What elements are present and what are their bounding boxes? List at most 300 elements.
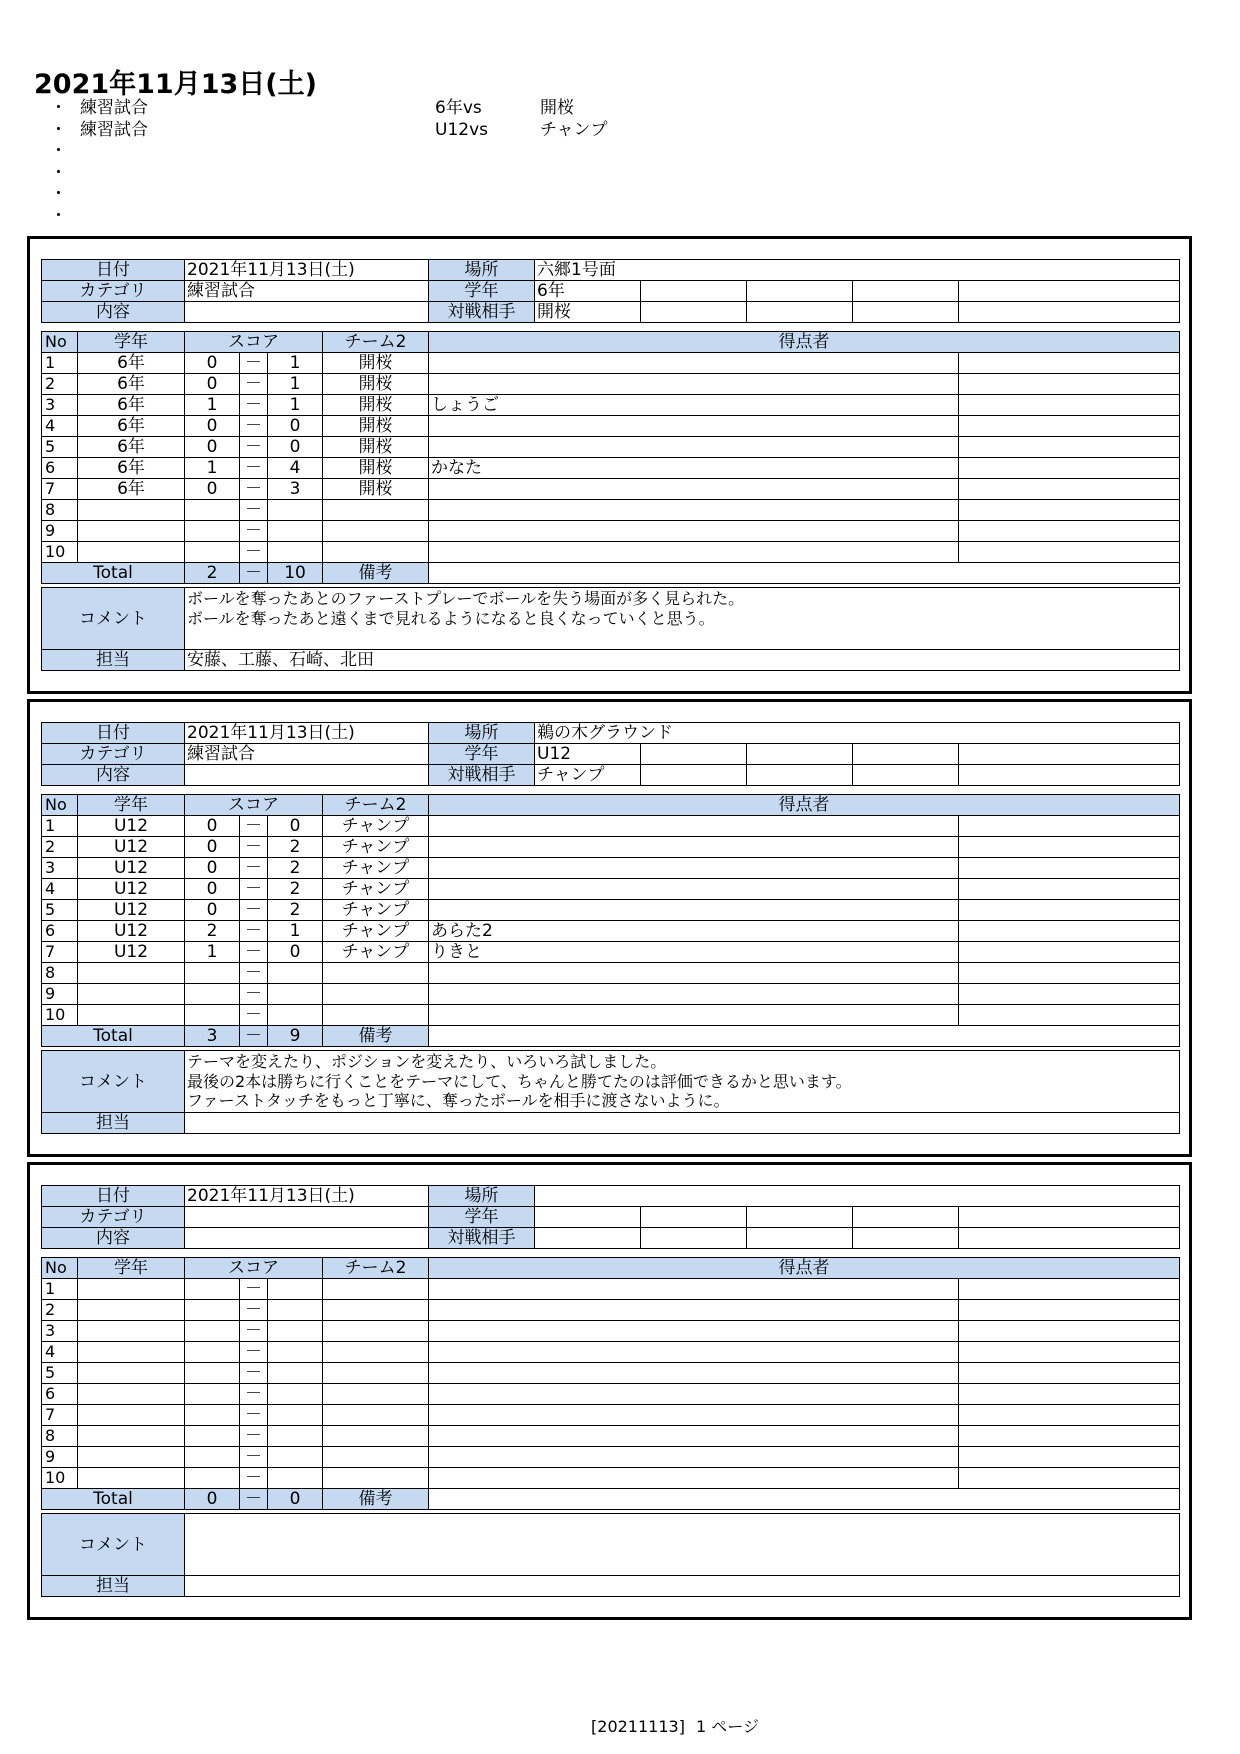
row-team2: チャンプ [323,858,429,879]
row-grade [78,1279,185,1300]
row-team2 [323,500,429,521]
table-row [42,921,1180,942]
row-scorer: しょうご [429,395,959,416]
row-grade: 6年 [78,437,185,458]
row-score-home [185,1342,240,1363]
row-grade: U12 [78,879,185,900]
staff-value [185,1576,1180,1597]
table-row [42,500,1180,521]
table-row [42,1363,1180,1384]
row-score-away [268,1426,323,1447]
table-row [42,1468,1180,1489]
table-row [42,963,1180,984]
row-grade: U12 [78,837,185,858]
row-score-away: 0 [268,437,323,458]
team2-header: チーム2 [323,332,429,353]
table-row [42,479,1180,500]
row-score-away: 1 [268,353,323,374]
row-score-dash: － [240,542,268,563]
row-score-home [185,1447,240,1468]
row-score-dash: － [240,374,268,395]
match-info-table [41,722,1180,786]
row-team2: 開桜 [323,395,429,416]
opponent-value: チャンプ [535,765,641,786]
remarks-label: 備考 [323,1489,429,1510]
table-row [42,900,1180,921]
table-row [42,816,1180,837]
team2-header: チーム2 [323,1258,429,1279]
row-no: 1 [42,1279,78,1300]
row-grade [78,1384,185,1405]
comment-label: コメント [42,1514,185,1576]
total-home: 2 [185,563,240,584]
comment-line: ファーストタッチをもっと丁寧に、奪ったボールを相手に渡さないように。 [187,1091,730,1110]
scorers-header: 得点者 [429,795,1180,816]
staff-value: 安藤、工藤、石崎、北田 [185,650,1180,671]
row-score-dash: － [240,395,268,416]
grade-label: 学年 [429,281,535,302]
row-score-dash: － [240,921,268,942]
row-score-home [185,963,240,984]
summary-line: ・ [50,205,67,226]
row-grade: U12 [78,900,185,921]
row-no: 10 [42,1468,78,1489]
row-score-home [185,1321,240,1342]
row-team2 [323,963,429,984]
place-value [535,1186,1180,1207]
staff-value [185,1113,1180,1134]
row-score-away: 2 [268,837,323,858]
table-row [42,1342,1180,1363]
comment-text [185,588,1180,650]
row-no: 4 [42,416,78,437]
row-team2 [323,984,429,1005]
opponent-value [535,1228,641,1249]
row-scorer [429,1468,959,1489]
row-score-home: 1 [185,395,240,416]
row-scorer [429,1342,959,1363]
row-score-dash: － [240,1384,268,1405]
results-table [41,1257,1180,1510]
row-score-home [185,1005,240,1026]
row-grade: 6年 [78,479,185,500]
row-no: 2 [42,837,78,858]
row-score-dash: － [240,1363,268,1384]
row-score-home: 1 [185,942,240,963]
table-row [42,858,1180,879]
comment-text [185,1514,1180,1576]
staff-label: 担当 [42,1576,185,1597]
summary-line: ・ 練習試合 6年vs 開桜 [50,98,574,118]
table-row [42,1426,1180,1447]
date-value: 2021年11月13日(土) [185,1186,429,1207]
row-score-home [185,1468,240,1489]
row-score-away: 1 [268,374,323,395]
row-scorer [429,416,959,437]
comment-table [41,587,1180,671]
row-team2: チャンプ [323,900,429,921]
row-scorer [429,1321,959,1342]
comment-line: テーマを変えたり、ポジションを変えたり、いろいろ試しました。 [187,1052,667,1071]
comment-line: 最後の2本は勝ちに行くことをテーマにして、ちゃんと勝てたのは評価できるかと思います。 [187,1071,852,1091]
grade-value: 6年 [535,281,641,302]
row-scorer [429,900,959,921]
row-score-home: 0 [185,437,240,458]
row-scorer: あらた2 [429,921,959,942]
opponent-label: 対戦相手 [429,1228,535,1249]
row-score-home: 2 [185,921,240,942]
row-grade [78,1363,185,1384]
row-team2 [323,1279,429,1300]
row-scorer [429,500,959,521]
row-score-home: 0 [185,879,240,900]
results-table [41,794,1180,1047]
row-score-dash: － [240,963,268,984]
table-row [42,1447,1180,1468]
content-label: 内容 [42,765,185,786]
summary-line: ・ [50,141,67,161]
row-team2 [323,521,429,542]
row-grade [78,542,185,563]
match-block [27,236,1192,694]
row-grade: U12 [78,816,185,837]
row-score-dash: － [240,1426,268,1447]
row-grade [78,963,185,984]
summary-line: ・ [50,162,67,183]
row-score-home: 0 [185,858,240,879]
row-score-dash: － [240,353,268,374]
row-no: 1 [42,816,78,837]
comment-line [187,1554,1177,1574]
score-header: スコア [185,332,323,353]
row-score-home [185,1384,240,1405]
row-scorer [429,1363,959,1384]
content-value [185,302,429,323]
grade-label: 学年 [429,1207,535,1228]
row-score-dash: － [240,1342,268,1363]
table-row [42,458,1180,479]
table-row [42,942,1180,963]
row-scorer [429,542,959,563]
row-no: 5 [42,1363,78,1384]
row-score-away [268,1300,323,1321]
row-score-away: 2 [268,879,323,900]
row-score-dash: － [240,858,268,879]
row-grade [78,521,185,542]
row-score-dash: － [240,479,268,500]
row-score-away: 4 [268,458,323,479]
row-no: 5 [42,900,78,921]
comment-line [187,1515,1177,1535]
grade-value [535,1207,641,1228]
table-row [42,879,1180,900]
page-title: 2021年11月13日(土) [34,69,317,100]
row-score-away: 3 [268,479,323,500]
row-score-away: 1 [268,921,323,942]
table-row [42,416,1180,437]
category-value [185,1207,429,1228]
total-away: 10 [268,563,323,584]
total-label: Total [42,1489,185,1510]
row-team2: チャンプ [323,816,429,837]
row-no: 10 [42,542,78,563]
row-scorer [429,963,959,984]
row-no: 4 [42,879,78,900]
row-grade: 6年 [78,416,185,437]
comment-table [41,1050,1180,1134]
row-score-away [268,1468,323,1489]
footer-page: 1 ページ [696,1717,759,1736]
row-scorer [429,1300,959,1321]
row-no: 1 [42,353,78,374]
date-value: 2021年11月13日(土) [185,260,429,281]
row-no: 7 [42,479,78,500]
row-team2: チャンプ [323,942,429,963]
content-label: 内容 [42,1228,185,1249]
category-value: 練習試合 [185,281,429,302]
date-label: 日付 [42,1186,185,1207]
row-score-away [268,1279,323,1300]
row-grade [78,1405,185,1426]
row-score-home: 0 [185,479,240,500]
total-row [42,1026,1180,1047]
comment-line [187,1535,1177,1555]
staff-label: 担当 [42,650,185,671]
row-score-home [185,1363,240,1384]
comment-line: ボールを奪ったあと遠くまで見れるようになると良くなっていくと思う。 [187,608,715,628]
row-scorer [429,816,959,837]
row-scorer [429,837,959,858]
row-grade: U12 [78,942,185,963]
score-header: スコア [185,795,323,816]
row-team2: 開桜 [323,416,429,437]
match-info-table [41,1185,1180,1249]
row-score-away [268,984,323,1005]
row-grade [78,1321,185,1342]
page-footer [0,1714,1240,1737]
row-scorer [429,1005,959,1026]
row-score-dash: － [240,500,268,521]
row-no: 3 [42,858,78,879]
row-scorer [429,479,959,500]
row-score-dash: － [240,437,268,458]
row-grade: 6年 [78,458,185,479]
row-score-dash: － [240,837,268,858]
row-no: 6 [42,1384,78,1405]
row-grade [78,1300,185,1321]
row-grade [78,1447,185,1468]
remarks-label: 備考 [323,563,429,584]
row-score-dash: － [240,521,268,542]
row-grade [78,1426,185,1447]
row-score-away [268,1384,323,1405]
match-info-table [41,259,1180,323]
place-value: 六郷1号面 [535,260,1180,281]
row-scorer [429,984,959,1005]
row-no: 2 [42,374,78,395]
total-label: Total [42,563,185,584]
content-value [185,1228,429,1249]
row-score-home [185,500,240,521]
content-value [185,765,429,786]
row-score-away [268,1005,323,1026]
total-home: 0 [185,1489,240,1510]
comment-label: コメント [42,1051,185,1113]
row-no: 10 [42,1005,78,1026]
row-score-away [268,963,323,984]
opponent-label: 対戦相手 [429,302,535,323]
row-no: 8 [42,500,78,521]
summary-line: ・ [50,184,67,204]
total-home: 3 [185,1026,240,1047]
comment-label: コメント [42,588,185,650]
row-score-away [268,500,323,521]
table-row [42,521,1180,542]
row-no: 3 [42,395,78,416]
staff-label: 担当 [42,1113,185,1134]
row-score-dash: － [240,879,268,900]
table-row [42,1405,1180,1426]
row-grade [78,1468,185,1489]
row-score-dash: － [240,1405,268,1426]
row-score-away: 2 [268,858,323,879]
team2-header: チーム2 [323,795,429,816]
date-label: 日付 [42,723,185,744]
table-row [42,437,1180,458]
grade-header: 学年 [78,332,185,353]
row-scorer [429,1405,959,1426]
row-score-home [185,1405,240,1426]
comment-table [41,1513,1180,1597]
no-header: No [42,1258,78,1279]
row-team2 [323,542,429,563]
table-row [42,542,1180,563]
date-value: 2021年11月13日(土) [185,723,429,744]
row-no: 2 [42,1300,78,1321]
row-team2: 開桜 [323,458,429,479]
row-team2: 開桜 [323,374,429,395]
table-row [42,1005,1180,1026]
summary-line: ・ 練習試合 U12vs チャンプ [50,119,608,140]
row-team2: 開桜 [323,479,429,500]
no-header: No [42,332,78,353]
row-score-away [268,1342,323,1363]
row-scorer: かなた [429,458,959,479]
place-label: 場所 [429,1186,535,1207]
place-value: 鵜の木グラウンド [535,723,1180,744]
row-score-home: 0 [185,353,240,374]
row-scorer [429,858,959,879]
row-score-away [268,521,323,542]
comment-line: ボールを奪ったあとのファーストプレーでボールを失う場面が多く見られた。 [187,589,745,608]
row-score-home: 0 [185,816,240,837]
total-row [42,1489,1180,1510]
row-score-home [185,1300,240,1321]
score-header: スコア [185,1258,323,1279]
total-dash: － [240,1026,268,1047]
row-score-away [268,1405,323,1426]
row-score-dash: － [240,416,268,437]
row-scorer [429,1447,959,1468]
row-team2: チャンプ [323,921,429,942]
total-label: Total [42,1026,185,1047]
row-score-dash: － [240,1279,268,1300]
table-row [42,1321,1180,1342]
footer-file: [20211113] [591,1717,685,1736]
date-label: 日付 [42,260,185,281]
row-score-dash: － [240,1447,268,1468]
match-block [27,699,1192,1157]
row-score-away [268,1363,323,1384]
table-row [42,984,1180,1005]
comment-text [185,1051,1180,1113]
row-score-home [185,1426,240,1447]
row-score-home [185,521,240,542]
row-no: 7 [42,942,78,963]
opponent-label: 対戦相手 [429,765,535,786]
comment-line [187,628,1177,648]
row-score-home: 0 [185,837,240,858]
total-dash: － [240,563,268,584]
category-value: 練習試合 [185,744,429,765]
row-no: 8 [42,1426,78,1447]
row-team2 [323,1468,429,1489]
remarks-label: 備考 [323,1026,429,1047]
table-row [42,353,1180,374]
table-row [42,1279,1180,1300]
table-row [42,395,1180,416]
row-score-home: 0 [185,416,240,437]
row-score-dash: － [240,1005,268,1026]
row-score-away: 1 [268,395,323,416]
grade-header: 学年 [78,1258,185,1279]
total-row [42,563,1180,584]
row-no: 4 [42,1342,78,1363]
row-grade: 6年 [78,374,185,395]
row-score-dash: － [240,1468,268,1489]
table-row [42,374,1180,395]
row-no: 3 [42,1321,78,1342]
row-score-dash: － [240,942,268,963]
row-scorer [429,521,959,542]
category-label: カテゴリ [42,1207,185,1228]
row-team2 [323,1405,429,1426]
content-label: 内容 [42,302,185,323]
remarks-value [429,1489,1180,1510]
row-grade: U12 [78,858,185,879]
row-team2 [323,1342,429,1363]
row-team2: チャンプ [323,879,429,900]
row-scorer: りきと [429,942,959,963]
row-no: 9 [42,984,78,1005]
table-row [42,1300,1180,1321]
row-score-away [268,1321,323,1342]
row-scorer [429,1279,959,1300]
row-grade [78,500,185,521]
match-summary-list [50,98,750,227]
row-team2 [323,1384,429,1405]
row-grade [78,1342,185,1363]
total-away: 9 [268,1026,323,1047]
table-row [42,837,1180,858]
row-scorer [429,353,959,374]
row-scorer [429,437,959,458]
row-no: 8 [42,963,78,984]
row-no: 6 [42,458,78,479]
row-team2: 開桜 [323,353,429,374]
row-score-home: 1 [185,458,240,479]
row-grade: U12 [78,921,185,942]
